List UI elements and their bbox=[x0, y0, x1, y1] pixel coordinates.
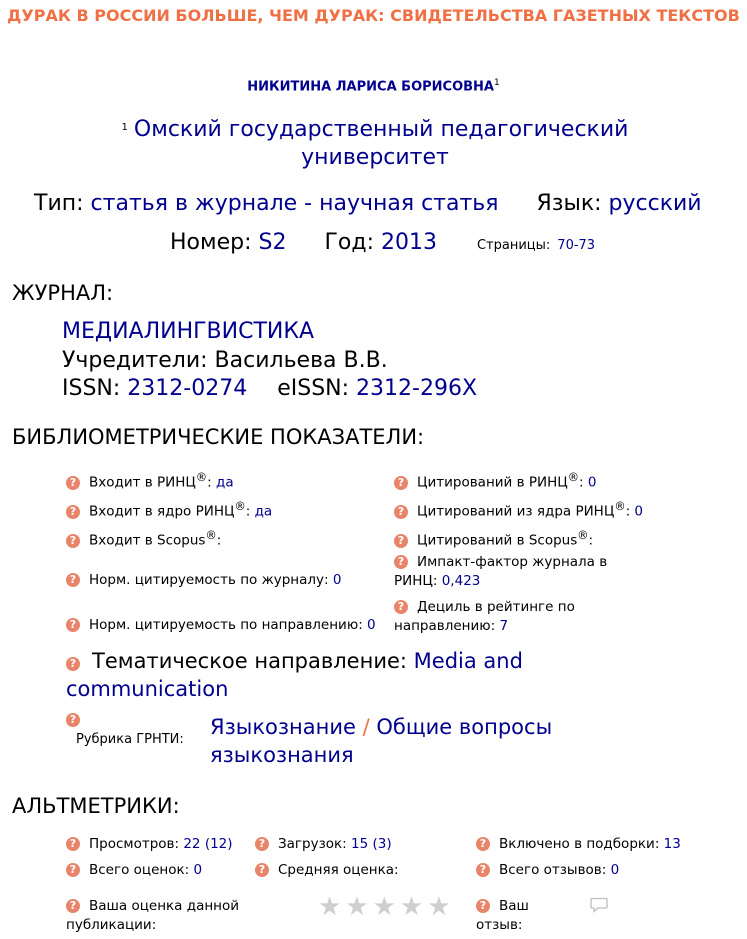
help-icon[interactable]: ? bbox=[394, 505, 408, 519]
affil-mark: 1 bbox=[121, 122, 128, 133]
collections-value[interactable]: 13 bbox=[663, 836, 681, 852]
help-icon[interactable]: ? bbox=[394, 476, 408, 490]
type-value[interactable]: статья в журнале - научная статья bbox=[90, 191, 499, 216]
help-icon[interactable]: ? bbox=[476, 837, 490, 851]
year-label: Год: bbox=[324, 230, 374, 255]
help-icon[interactable]: ? bbox=[394, 534, 408, 548]
metric-scopus: ? Входит в Scopus®: bbox=[66, 526, 221, 551]
number-year-row bbox=[170, 230, 595, 255]
founders-value: Васильева В.В. bbox=[214, 347, 388, 373]
help-icon[interactable]: ? bbox=[66, 534, 80, 548]
altmetrics-heading: АЛЬТМЕТРИКИ: bbox=[12, 794, 180, 818]
author-affil-mark: 1 bbox=[493, 78, 500, 88]
alt-downloads: ? Загрузок: 15 (3) bbox=[255, 835, 392, 854]
pages-label: Страницы: bbox=[476, 238, 551, 253]
cit-core-value[interactable]: 0 bbox=[634, 503, 644, 520]
theme-label: Тематическое направление: bbox=[92, 649, 407, 673]
alt-your-review: ? Ваш отзыв: bbox=[476, 898, 529, 933]
metric-decile: ? Дециль в рейтинге по направлению: 7 bbox=[394, 599, 575, 634]
metric-cit-rinc: ? Цитирований в РИНЦ®: 0 bbox=[394, 468, 596, 493]
alt-collections: ? Включено в подборки: 13 bbox=[476, 835, 681, 854]
norm-journal-value[interactable]: 0 bbox=[332, 572, 342, 588]
core-value[interactable]: да bbox=[254, 503, 273, 520]
help-icon[interactable]: ? bbox=[255, 863, 269, 877]
rating-stars[interactable]: ★★★★★ bbox=[318, 892, 455, 922]
alt-ratings: ? Всего оценок: 0 bbox=[66, 861, 202, 880]
journal-block bbox=[62, 318, 477, 404]
metric-norm-direction: ? Норм. цитируемость по направлению: 0 bbox=[66, 616, 376, 635]
grnti-separator: / bbox=[362, 715, 370, 739]
affiliation-link[interactable]: Омский государственный педагогический университет bbox=[133, 117, 629, 170]
grnti-label: Рубрика ГРНТИ: bbox=[76, 732, 184, 747]
downloads-value[interactable]: 15 (3) bbox=[351, 836, 392, 852]
author-line bbox=[0, 78, 747, 94]
type-language-row bbox=[34, 191, 702, 216]
grnti-link-2[interactable]: Общие вопросы языкознания bbox=[210, 715, 553, 767]
help-icon[interactable]: ? bbox=[394, 555, 408, 569]
eissn-value[interactable]: 2312-296X bbox=[356, 376, 478, 401]
founders-label: Учредители: bbox=[62, 347, 208, 373]
help-icon[interactable]: ? bbox=[66, 657, 80, 671]
comment-icon[interactable] bbox=[590, 897, 608, 913]
views-value[interactable]: 22 (12) bbox=[183, 836, 233, 852]
impact-value[interactable]: 0,423 bbox=[441, 573, 481, 589]
language-value[interactable]: русский bbox=[608, 191, 702, 216]
rinc-value[interactable]: да bbox=[216, 474, 234, 491]
number-value[interactable]: S2 bbox=[258, 230, 287, 255]
metric-rinc-core: ? Входит в ядро РИНЦ®: да bbox=[66, 497, 272, 522]
help-icon[interactable]: ? bbox=[394, 600, 408, 614]
help-icon[interactable]: ? bbox=[66, 505, 80, 519]
journal-name-link[interactable]: МЕДИАЛИНГВИСТИКА bbox=[62, 319, 315, 344]
pages-value[interactable]: 70-73 bbox=[557, 238, 596, 253]
year-value[interactable]: 2013 bbox=[380, 230, 437, 255]
grnti-value bbox=[210, 713, 650, 769]
ratings-value[interactable]: 0 bbox=[193, 862, 203, 878]
help-icon[interactable]: ? bbox=[476, 863, 490, 877]
theme-value[interactable]: Media and communication bbox=[66, 649, 523, 701]
reviews-value[interactable]: 0 bbox=[610, 862, 620, 878]
issn-label: ISSN: bbox=[62, 376, 121, 401]
help-icon[interactable]: ? bbox=[66, 837, 80, 851]
alt-reviews: ? Всего отзывов: 0 bbox=[476, 861, 619, 880]
decile-value[interactable]: 7 bbox=[499, 618, 509, 634]
help-icon[interactable]: ? bbox=[66, 573, 80, 587]
journal-heading: ЖУРНАЛ: bbox=[12, 281, 114, 305]
metric-norm-journal: ? Норм. цитируемость по журналу: 0 bbox=[66, 571, 341, 590]
grnti-link-1[interactable]: Языкознание bbox=[210, 715, 356, 739]
eissn-label: eISSN: bbox=[277, 376, 350, 401]
alt-your-rating: ? Ваша оценка данной публикации: bbox=[66, 898, 240, 933]
help-icon[interactable]: ? bbox=[66, 899, 80, 913]
language-label: Язык: bbox=[536, 191, 602, 216]
number-label: Номер: bbox=[170, 230, 252, 255]
metric-cit-scopus: ? Цитирований в Scopus®: bbox=[394, 526, 593, 551]
issn-value[interactable]: 2312-0274 bbox=[127, 376, 248, 401]
alt-average: ? Средняя оценка: bbox=[255, 861, 399, 880]
cit-rinc-value[interactable]: 0 bbox=[587, 474, 597, 491]
help-icon[interactable]: ? bbox=[66, 863, 80, 877]
help-icon[interactable]: ? bbox=[66, 618, 80, 632]
theme-row bbox=[66, 647, 666, 703]
affiliation bbox=[100, 114, 650, 172]
biblio-heading: БИБЛИОМЕТРИЧЕСКИЕ ПОКАЗАТЕЛИ: bbox=[12, 425, 425, 449]
norm-direction-value[interactable]: 0 bbox=[367, 617, 376, 633]
help-icon[interactable]: ? bbox=[255, 837, 269, 851]
article-title: ДУРАК В РОССИИ БОЛЬШЕ, ЧЕМ ДУРАК: СВИДЕТЕЛЬСТВА ГАЗЕТНЫХ ТЕКСТОВ bbox=[7, 6, 740, 25]
metric-impact-factor: ? Импакт-фактор журнала в РИНЦ: 0,423 bbox=[394, 554, 608, 589]
metric-rinc: ? Входит в РИНЦ®: да bbox=[66, 468, 234, 493]
metric-cit-core: ? Цитирований из ядра РИНЦ®: 0 bbox=[394, 497, 643, 522]
type-label: Тип: bbox=[34, 191, 84, 216]
help-icon[interactable]: ? bbox=[66, 476, 80, 490]
help-icon[interactable]: ? bbox=[66, 713, 80, 727]
alt-views: ? Просмотров: 22 (12) bbox=[66, 835, 233, 854]
author-link[interactable]: НИКИТИНА ЛАРИСА БОРИСОВНА bbox=[247, 79, 494, 95]
help-icon[interactable]: ? bbox=[476, 899, 490, 913]
